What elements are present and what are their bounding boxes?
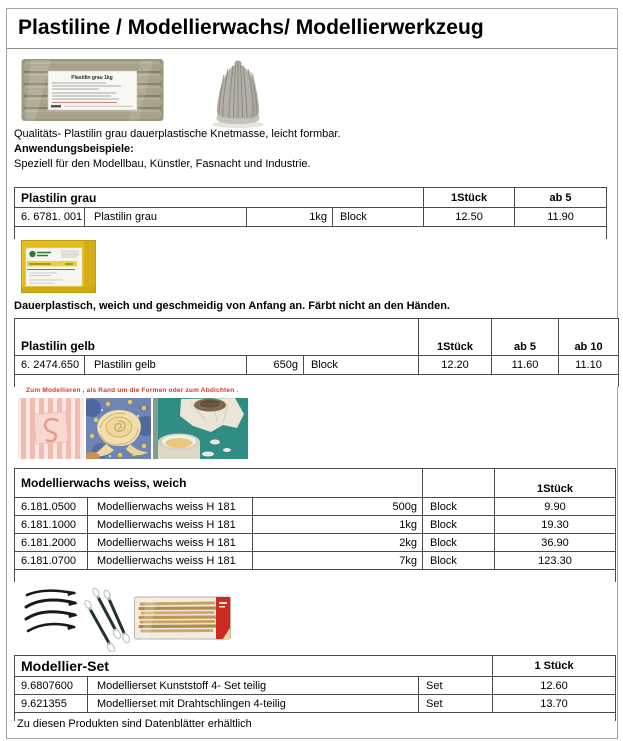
wax-rose-photo <box>86 398 151 464</box>
price-header: 1Stück <box>419 319 492 356</box>
price-header: 1 Stück <box>493 656 616 677</box>
weight-cell: 500g <box>253 498 423 516</box>
catalog-page <box>6 8 618 739</box>
table-row <box>15 516 616 534</box>
table-tail-row <box>15 375 619 388</box>
plasticine-yellow-image <box>21 240 96 293</box>
wax-jar-photo <box>153 398 248 464</box>
table-row <box>15 356 619 375</box>
plastic-tools-image <box>23 586 78 638</box>
page-title: Plastiline / Modellierwachs/ Modellierwerkzeug <box>18 16 484 39</box>
usage-note-red: Zum Modellieren , als Rand um die Formen oder zum Abdichten . <box>26 387 239 394</box>
product-description <box>14 127 341 172</box>
name-cell: Modellierwachs weiss H 181 <box>88 552 253 570</box>
name-cell: Modellierwachs weiss H 181 <box>88 516 253 534</box>
plastilin-gelb-table <box>14 318 619 387</box>
wire-loop-tools-photo <box>83 587 133 657</box>
wax-stamp-image <box>18 398 84 459</box>
yellow-description: Dauerplastisch, weich und geschmeidig von Anfang an. Färbt nicht an den Händen. <box>14 300 450 312</box>
price-cell: 13.70 <box>493 695 616 713</box>
plasticine-yellow-photo <box>21 240 96 298</box>
art-no-cell: 9.6807600 <box>15 677 88 695</box>
footer-note: Zu diesen Produkten sind Datenblätter erhältlich <box>17 718 252 730</box>
weight-cell: 1kg <box>253 516 423 534</box>
description-line: Speziell für den Modellbau, Künstler, Fasnacht und Industrie. <box>14 158 311 170</box>
price-header: ab 10 <box>559 319 619 356</box>
table-row <box>15 695 616 713</box>
empty-header-cell <box>423 469 495 498</box>
weight-cell: 1kg <box>247 208 333 227</box>
unit-cell: Block <box>333 208 424 227</box>
table-tail-row <box>15 570 616 583</box>
wooden-tools-photo <box>134 596 231 645</box>
price-cell: 11.10 <box>559 356 619 375</box>
plastic-tools-photo <box>23 586 78 643</box>
name-cell: Plastilin gelb <box>85 356 247 375</box>
table-title: Plastilin grau <box>15 188 424 208</box>
wax-rose-image <box>86 398 151 459</box>
price-header: ab 5 <box>492 319 559 356</box>
name-cell: Modellierset mit Drahtschlingen 4-teilig <box>88 695 419 713</box>
price-cell: 19.30 <box>495 516 616 534</box>
unit-cell: Set <box>419 677 493 695</box>
unit-cell: Block <box>423 552 495 570</box>
name-cell: Modellierwachs weiss H 181 <box>88 534 253 552</box>
unit-cell: Block <box>423 534 495 552</box>
table-row <box>15 534 616 552</box>
modellierwachs-table <box>14 468 616 582</box>
price-cell: 123.30 <box>495 552 616 570</box>
price-header: 1Stück <box>495 469 616 498</box>
weight-cell: 650g <box>247 356 304 375</box>
wax-stamp-photo <box>18 398 84 464</box>
name-cell: Modellierset Kunststoff 4- Set teilig <box>88 677 419 695</box>
wax-cone-photo <box>209 59 267 133</box>
price-cell: 12.20 <box>419 356 492 375</box>
description-line-bold: Anwendungsbeispiele: <box>14 143 134 155</box>
title-divider <box>7 48 617 49</box>
plasticine-grey-pack-photo <box>21 58 164 128</box>
plasticine-grey-pack-image <box>21 58 164 123</box>
art-no-cell: 6.181.1000 <box>15 516 88 534</box>
tail-cell <box>15 570 616 583</box>
tail-cell <box>15 227 607 240</box>
art-no-cell: 6. 2474.650 <box>15 356 85 375</box>
art-no-cell: 6.181.0500 <box>15 498 88 516</box>
price-cell: 12.50 <box>424 208 515 227</box>
price-header: ab 5 <box>515 188 607 208</box>
price-cell: 9.90 <box>495 498 616 516</box>
table-row <box>15 208 607 227</box>
description-line: Qualitäts- Plastilin grau dauerplastische Knetmasse, leicht formbar. <box>14 128 341 140</box>
art-no-cell: 9.621355 <box>15 695 88 713</box>
name-cell: Plastilin grau <box>85 208 247 227</box>
name-cell: Modellierwachs weiss H 181 <box>88 498 253 516</box>
art-no-cell: 6.181.2000 <box>15 534 88 552</box>
weight-cell: 2kg <box>253 534 423 552</box>
table-title: Modellierwachs weiss, weich <box>15 469 423 498</box>
price-cell: 11.60 <box>492 356 559 375</box>
tail-cell <box>15 375 619 388</box>
unit-cell: Block <box>423 498 495 516</box>
price-header: 1Stück <box>424 188 515 208</box>
table-title: Modellier-Set <box>15 656 493 677</box>
price-cell: 11.90 <box>515 208 607 227</box>
modellier-set-table <box>14 655 616 721</box>
wax-cone-image <box>209 59 267 128</box>
weight-cell: 7kg <box>253 552 423 570</box>
table-title: Plastilin gelb <box>15 319 419 356</box>
table-tail-row <box>15 227 607 240</box>
table-row <box>15 498 616 516</box>
price-cell: 12.60 <box>493 677 616 695</box>
pack-label-text: Plastilin grau 1kg <box>71 75 113 81</box>
wooden-tools-image <box>134 596 231 640</box>
price-cell: 36.90 <box>495 534 616 552</box>
table-row <box>15 552 616 570</box>
unit-cell: Set <box>419 695 493 713</box>
wax-jar-image <box>153 398 248 459</box>
wire-loop-tools-image <box>83 587 133 652</box>
art-no-cell: 6. 6781. 001 <box>15 208 85 227</box>
unit-cell: Block <box>423 516 495 534</box>
unit-cell: Block <box>304 356 419 375</box>
art-no-cell: 6.181.0700 <box>15 552 88 570</box>
plastilin-grau-table <box>14 187 607 239</box>
table-row <box>15 677 616 695</box>
